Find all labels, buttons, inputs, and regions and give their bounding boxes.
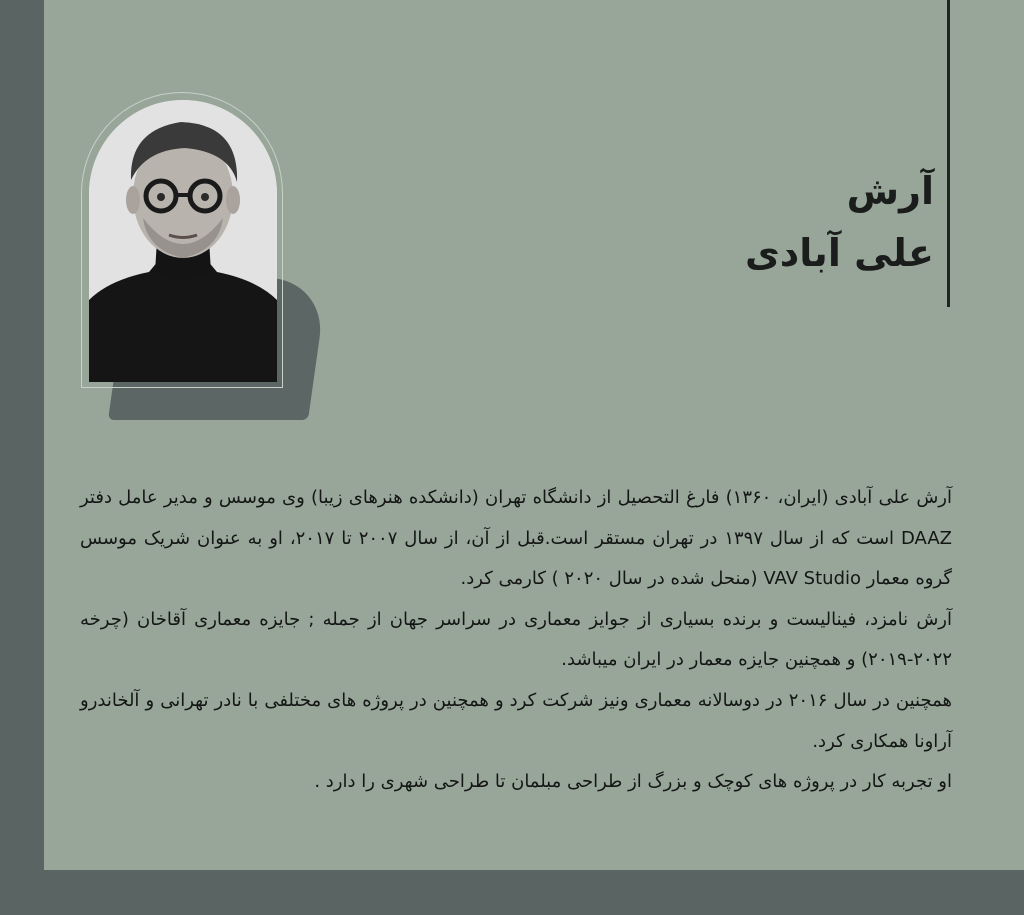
first-name: آرش <box>846 169 934 213</box>
portrait-photo <box>89 100 277 382</box>
last-name: علی آبادی <box>744 231 934 275</box>
person-name <box>634 160 934 284</box>
bio-paragraph: آرش نامزد، فینالیست و برنده بسیاری از جوایز معماری در سراسر جهان از جمله ; جایزه معماری آقاخان (چرخه ۲۰۲۲-۲۰۱۹) و همچنین جایزه معمار در ایران میباشد. <box>80 608 952 671</box>
bio-paragraph: او تجربه کار در پروژه های کوچک و بزرگ از طراحی مبلمان تا طراحی شهری را دارد . <box>314 771 952 793</box>
accent-divider <box>947 0 950 307</box>
bio-paragraph: آرش علی آبادی (ایران، ۱۳۶۰) فارغ التحصیل از دانشگاه تهران (دانشکده هنرهای زیبا) وی موسس و مدیر عامل دفتر DAAZ است که از سال ۱۳۹۷ در تهران مستقر است.قبل از آن، از سال ۲۰۰۷ تا ۲۰۱۷، او به عنوان شریک موسس گروه معمار VAV Studio (منحل شده در سال ۲۰۲۰ ) کارمی کرد. <box>80 487 952 590</box>
biography-text <box>80 478 952 803</box>
bio-paragraph: همچنین در سال ۲۰۱۶ در دوسالانه معماری ونیز شرکت کرد و همچنین در پروژه های مختلفی با نادر تهرانی و آلخاندرو آراونا همکاری کرد. <box>80 689 952 752</box>
portrait-illustration <box>89 100 277 382</box>
